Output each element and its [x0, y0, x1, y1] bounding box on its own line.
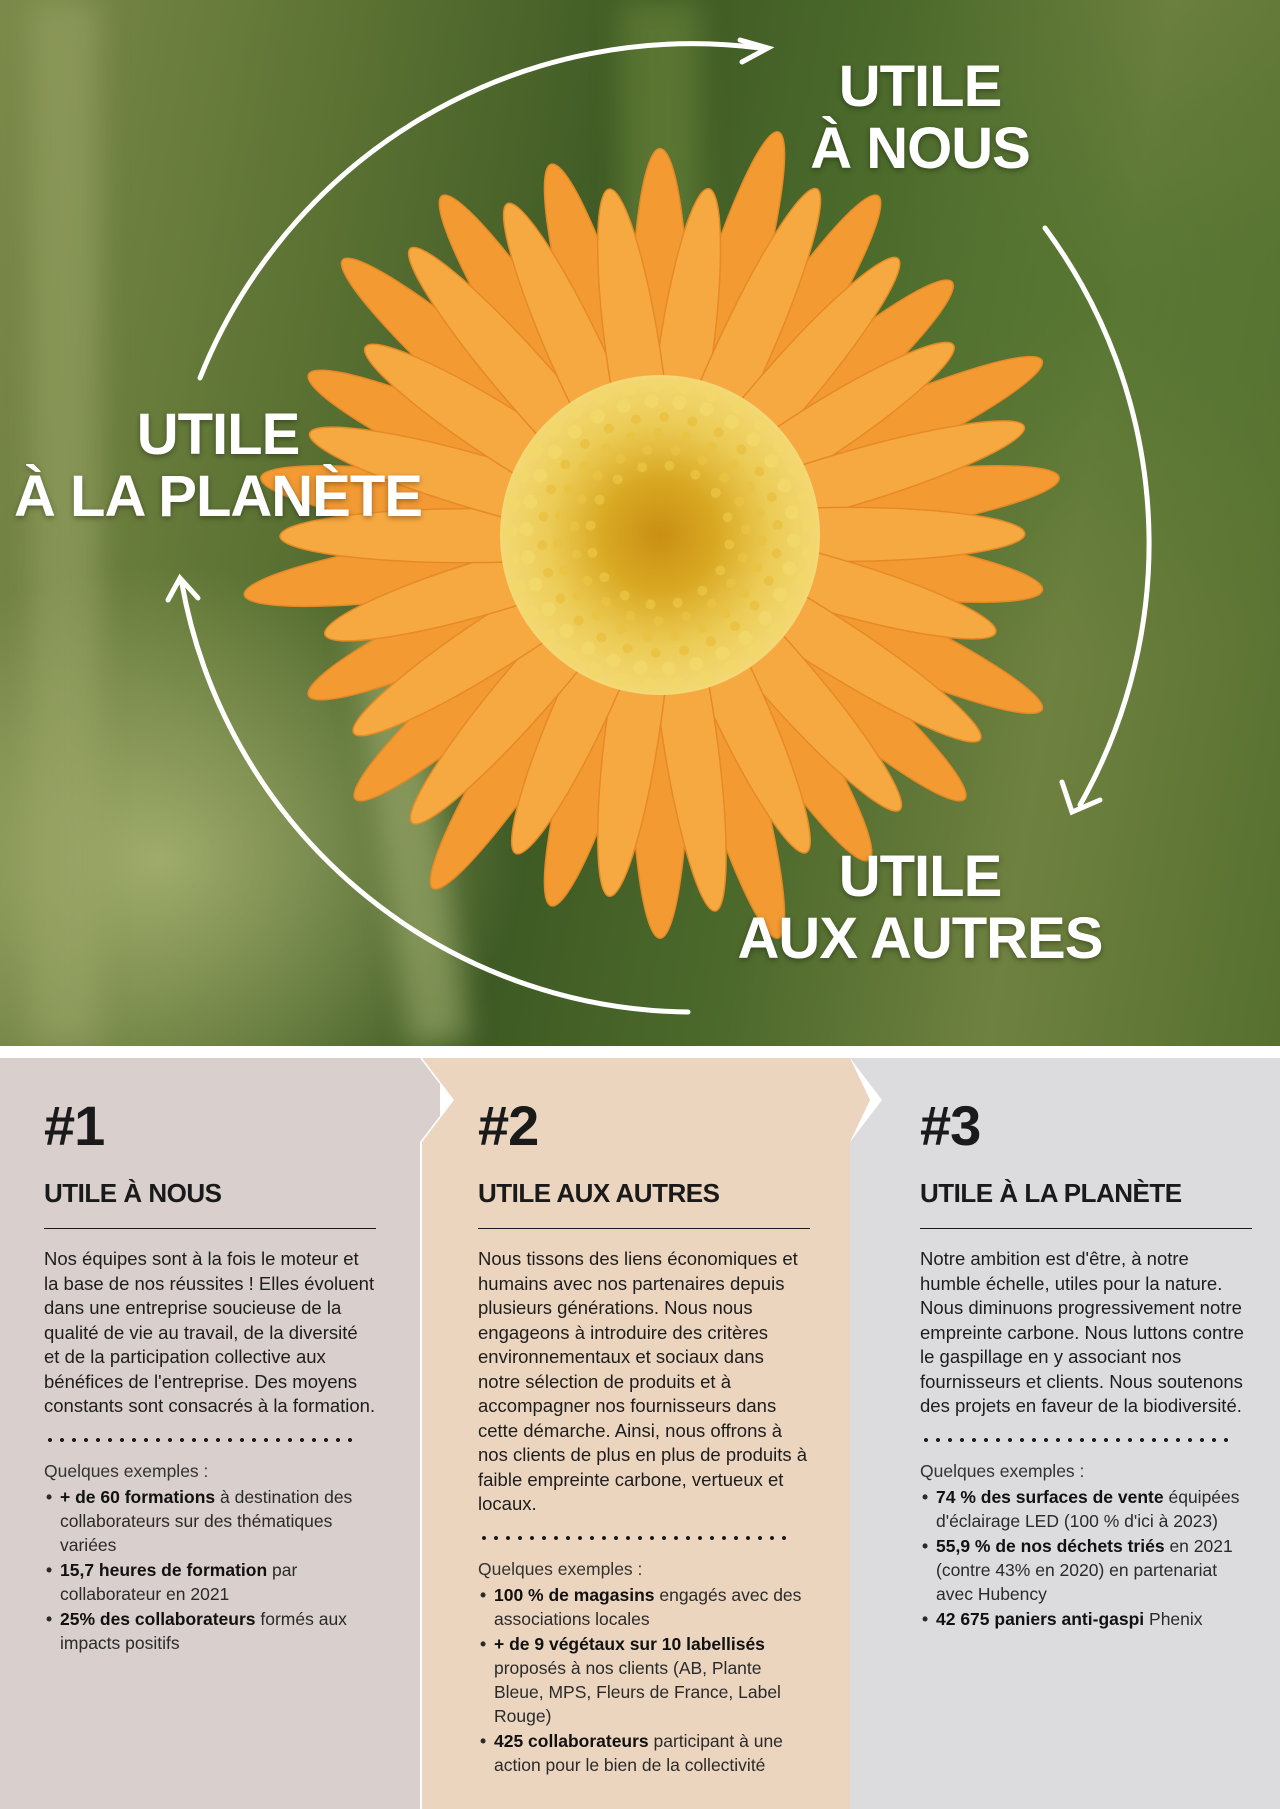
- floret: [678, 380, 692, 394]
- floret: [616, 624, 626, 634]
- floret: [596, 632, 606, 642]
- floret: [621, 381, 635, 395]
- floret: [750, 600, 760, 610]
- floret: [614, 673, 628, 687]
- pillar-column-1: [44, 1058, 376, 1656]
- floret: [788, 463, 802, 477]
- floret: [567, 425, 581, 439]
- pillars-section: [0, 1058, 1280, 1809]
- floret: [697, 623, 707, 633]
- example-item: • 425 collaborateurs participant à une action pour le bien de la collectivité: [478, 1729, 810, 1777]
- floret: [637, 462, 647, 472]
- example-item: • 100 % de magasins engagés avec des associations locales: [478, 1583, 810, 1631]
- floret: [556, 594, 566, 604]
- floret: [747, 432, 761, 446]
- floret: [569, 521, 579, 531]
- floret: [720, 608, 730, 618]
- floret: [623, 643, 633, 653]
- floret: [739, 588, 749, 598]
- floret: [671, 445, 681, 455]
- floret: [803, 518, 817, 532]
- floret: [662, 662, 676, 676]
- floret: [758, 611, 772, 625]
- floret: [697, 455, 707, 465]
- example-item: • 55,9 % de nos déchets triés en 2021 (contre 43% en 2020) en partenariat avec Hubency: [920, 1534, 1252, 1606]
- example-item: • 74 % des surfaces de vente équipées d'éclairage LED (100 % d'ici à 2023): [920, 1485, 1252, 1533]
- floret: [580, 461, 590, 471]
- pillar-body: Nos équipes sont à la fois le moteur et la base de nos réussites ! Elles évoluent dans une entreprise soucieuse de la qualité de vie au travail, de la diversité et de la participation collective aux bénéfices de l'entreprise. Des moyens constants sont consacrés à la formation.: [44, 1248, 376, 1416]
- pillar-body: Nous tissons des liens économiques et humains avec nos partenaires depuis plusieurs générations. Nous nous engageons à introduire des critères environnementaux et sociaux dans notre sélection de produits et à accompagner nos fournisseurs dans cette démarche. Ainsi, nous offrons à nos clients de plus en plus de produits à faible empreinte carbone, vertueux et locaux.: [478, 1248, 808, 1514]
- floret: [569, 404, 583, 418]
- floret: [755, 508, 765, 518]
- hero-divider: [0, 1046, 1280, 1058]
- example-item: • 42 675 paniers anti-gaspi Phenix: [920, 1607, 1252, 1631]
- floret: [698, 671, 712, 685]
- floret: [682, 612, 692, 622]
- floret: [700, 402, 714, 416]
- floret: [731, 400, 745, 414]
- floret: [798, 489, 812, 503]
- examples-list: [44, 1485, 376, 1655]
- floret: [615, 454, 625, 464]
- dotted-separator: [478, 1535, 788, 1541]
- floret: [773, 520, 783, 530]
- pillar-number: #2: [478, 1094, 539, 1157]
- floret: [690, 470, 700, 480]
- floret: [547, 422, 561, 436]
- hero-label-utile-a-nous: UTILE À NOUS: [810, 54, 1030, 181]
- divider-line: [478, 1228, 810, 1229]
- floret: [715, 565, 725, 575]
- floret: [673, 598, 683, 608]
- floret: [642, 631, 652, 641]
- floret: [681, 431, 691, 441]
- floret: [754, 466, 764, 476]
- floret: [785, 600, 799, 614]
- floret: [748, 644, 762, 658]
- pillar-heading: UTILE AUX AUTRES: [478, 1178, 720, 1208]
- floret: [736, 445, 746, 455]
- floret: [528, 577, 542, 591]
- pillar-number: #3: [920, 1094, 981, 1157]
- floret: [533, 469, 547, 483]
- floret: [546, 484, 556, 494]
- examples-title: Quelques exemples :: [44, 1460, 209, 1481]
- floret: [697, 586, 707, 596]
- floret: [613, 474, 623, 484]
- divider-line: [44, 1228, 376, 1229]
- floret: [745, 482, 755, 492]
- floret: [586, 520, 596, 530]
- floret: [601, 597, 611, 607]
- floret: [741, 524, 751, 534]
- floret: [723, 512, 733, 522]
- arrow-head-autres-icon: [1062, 782, 1100, 812]
- floret: [620, 590, 630, 600]
- floret: [768, 624, 782, 638]
- floret: [595, 495, 605, 505]
- floret: [523, 495, 537, 509]
- dotted-separator: [920, 1437, 1230, 1443]
- floret: [802, 546, 816, 560]
- floret: [706, 388, 720, 402]
- floret: [548, 445, 562, 459]
- floret: [711, 488, 721, 498]
- floret: [563, 648, 577, 662]
- floret: [593, 471, 603, 481]
- floret: [654, 428, 664, 438]
- floret: [765, 454, 779, 468]
- floret: [581, 641, 595, 655]
- example-item: • 15,7 heures de formation par collaborateur en 2021: [44, 1558, 376, 1606]
- pillar-number: #1: [44, 1094, 105, 1157]
- floret: [506, 496, 520, 510]
- floret: [594, 390, 608, 404]
- pillar-body: Notre ambition est d'être, à notre humble échelle, utiles pour la nature. Nous diminuons progressivement notre empreinte carbone. Nous luttons contre le gaspillage en y associant nos fournisseurs et clients. Nous soutenons des projets en faveur de la biodiversité.: [920, 1248, 1244, 1416]
- floret: [580, 439, 590, 449]
- floret: [725, 660, 739, 674]
- floret: [542, 629, 556, 643]
- floret: [707, 599, 717, 609]
- floret: [631, 414, 641, 424]
- floret: [599, 572, 609, 582]
- floret: [738, 553, 748, 563]
- divider-line: [920, 1228, 1252, 1229]
- floret: [796, 574, 810, 588]
- floret: [687, 417, 697, 427]
- pillar-heading: UTILE À NOUS: [44, 1178, 222, 1208]
- example-item: • + de 9 végétaux sur 10 labellisés proposés à nos clients (AB, Plante Bleue, MPS, Fleurs de France, Label Rouge): [478, 1632, 810, 1728]
- arrow-head-nous-icon: [740, 40, 768, 62]
- examples-list: [920, 1485, 1252, 1631]
- floret: [679, 646, 689, 656]
- floret: [572, 590, 582, 600]
- floret: [642, 445, 652, 455]
- floret: [707, 442, 717, 452]
- examples-title: Quelques exemples :: [920, 1460, 1085, 1481]
- floret: [706, 636, 716, 646]
- floret: [553, 538, 563, 548]
- floret: [571, 550, 581, 560]
- floret: [644, 394, 658, 408]
- floret: [773, 438, 787, 452]
- floret: [537, 540, 547, 550]
- examples-title: Quelques exemples :: [478, 1558, 643, 1579]
- floret: [505, 553, 519, 567]
- hero-label-utile-aux-autres: UTILE AUX AUTRES: [737, 844, 1103, 971]
- floret: [650, 378, 664, 392]
- floret: [752, 563, 762, 573]
- floret: [529, 444, 543, 458]
- floret: [564, 484, 574, 494]
- floret: [543, 568, 553, 578]
- floret: [730, 621, 740, 631]
- floret: [642, 678, 656, 692]
- floret: [719, 473, 729, 483]
- floret: [729, 459, 739, 469]
- floret: [587, 548, 597, 558]
- floret: [626, 611, 636, 621]
- floret: [525, 606, 539, 620]
- floret: [538, 512, 548, 522]
- example-item: • + de 60 formations à destination des collaborateurs sur des thématiques variées: [44, 1485, 376, 1557]
- floret: [726, 578, 736, 588]
- floret: [778, 479, 792, 493]
- floret: [515, 469, 529, 483]
- floret: [764, 576, 774, 586]
- floret: [654, 616, 664, 626]
- floret: [560, 460, 570, 470]
- floret: [659, 412, 669, 422]
- pillar-column-2: [478, 1058, 810, 1778]
- floret: [617, 399, 631, 413]
- dotted-separator: [44, 1437, 354, 1443]
- floret: [734, 497, 744, 507]
- example-item: • 25% des collaborateurs formés aux impacts positifs: [44, 1607, 376, 1655]
- floret: [754, 417, 768, 431]
- floret: [559, 565, 569, 575]
- floret: [559, 624, 573, 638]
- pillar-column-3: [920, 1058, 1252, 1632]
- floret: [651, 648, 661, 658]
- floret: [503, 524, 517, 538]
- floret: [512, 580, 526, 594]
- floret: [582, 576, 592, 586]
- flower-center: [500, 375, 820, 695]
- floret: [783, 561, 797, 575]
- floret: [601, 444, 611, 454]
- examples-list: [478, 1583, 810, 1777]
- floret: [725, 415, 739, 429]
- floret: [577, 494, 587, 504]
- floret: [724, 540, 734, 550]
- floret: [587, 663, 601, 677]
- floret: [773, 587, 787, 601]
- floret: [574, 615, 584, 625]
- floret: [591, 409, 605, 423]
- floret: [739, 631, 753, 645]
- floret: [714, 428, 724, 438]
- floret: [772, 548, 782, 558]
- arrow-to-autres: [1045, 228, 1149, 805]
- floret: [670, 631, 680, 641]
- floret: [555, 511, 565, 521]
- floret: [645, 599, 655, 609]
- floret: [671, 677, 685, 691]
- floret: [519, 523, 533, 537]
- floret: [521, 551, 535, 565]
- hero-label-utile-a-la-planete: UTILE À LA PLANÈTE: [14, 402, 422, 529]
- floret: [672, 395, 686, 409]
- floret: [604, 424, 614, 434]
- pillar-heading: UTILE À LA PLANÈTE: [920, 1178, 1182, 1208]
- floret: [634, 661, 648, 675]
- floret: [757, 536, 767, 546]
- floret: [787, 533, 801, 547]
- floret: [592, 610, 602, 620]
- floret: [689, 657, 703, 671]
- floret: [665, 461, 675, 471]
- floret: [785, 505, 799, 519]
- floret: [541, 602, 555, 616]
- floret: [767, 492, 777, 502]
- floret: [626, 432, 636, 442]
- floret: [606, 654, 620, 668]
- floret: [715, 647, 729, 661]
